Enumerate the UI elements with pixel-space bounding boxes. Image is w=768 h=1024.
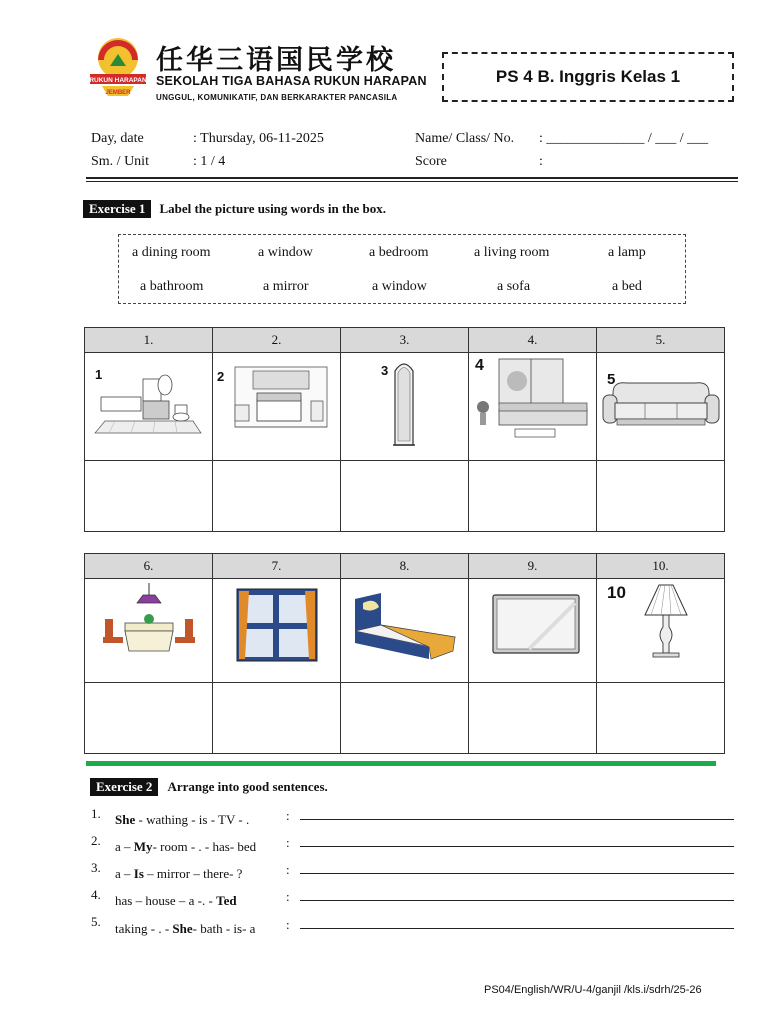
answer-cell[interactable] <box>597 683 725 754</box>
exercise1-heading <box>83 200 386 218</box>
answer-cell[interactable] <box>341 683 469 754</box>
answer-cell[interactable] <box>85 461 213 532</box>
picture-table-2 <box>84 553 725 754</box>
living-room-picture: 4 <box>469 353 596 460</box>
header-divider-thin <box>86 181 738 182</box>
answer-cell[interactable] <box>85 683 213 754</box>
question-text: taking - . - She- bath - is- a <box>115 921 256 936</box>
sofa-picture: 5 <box>597 353 724 460</box>
bedroom-picture: 2 <box>213 353 340 460</box>
picture-table-1 <box>84 327 725 532</box>
exercise1-title: Label the picture using words in the box. <box>159 201 387 216</box>
answer-cell[interactable] <box>469 461 597 532</box>
answer-cell[interactable] <box>469 683 597 754</box>
svg-text:RUKUN HARAPAN: RUKUN HARAPAN <box>89 77 147 84</box>
footer-code: PS04/English/WR/U-4/ganjil /kls.i/sdrh/25-26 <box>484 984 702 996</box>
lamp-picture: 10 <box>597 579 724 682</box>
exercise2-heading <box>90 778 328 796</box>
answer-line[interactable] <box>300 900 734 901</box>
worksheet-title: PS 4 B. Inggris Kelas 1 <box>495 67 681 86</box>
answer-cell[interactable] <box>597 461 725 532</box>
answer-cell[interactable] <box>213 461 341 532</box>
question-colon: : <box>286 808 290 823</box>
word-item: a bed <box>612 279 642 294</box>
answer-cell[interactable] <box>213 683 341 754</box>
name-class-label: Name/ Class/ No. <box>415 131 515 146</box>
question-number: 5. <box>91 914 101 929</box>
window-picture <box>213 579 340 682</box>
question-number: 4. <box>91 887 101 902</box>
item-number: 10. <box>597 554 725 579</box>
question-colon: : <box>286 889 290 904</box>
school-name-chinese: 任华三语国民学校 <box>156 45 396 76</box>
mirror-picture: 3 <box>341 353 468 460</box>
word-box <box>118 234 686 304</box>
question-colon: : <box>286 835 290 850</box>
answer-line[interactable] <box>300 819 734 820</box>
question-number: 1. <box>91 806 101 821</box>
tv-picture <box>469 579 596 682</box>
item-number: 1. <box>85 328 213 353</box>
question-text: a – My- room - . - has- bed <box>115 839 257 854</box>
header-divider <box>86 177 738 179</box>
answer-line[interactable] <box>300 846 734 847</box>
exercise1-label: Exercise 1 <box>83 200 151 218</box>
question-text: has – house – a -. - Ted <box>115 893 237 908</box>
answer-line[interactable] <box>300 873 734 874</box>
bed-picture <box>341 579 468 682</box>
svg-text:JEMBER: JEMBER <box>105 90 131 96</box>
question-colon: : <box>286 862 290 877</box>
word-item: a bathroom <box>140 279 204 294</box>
unit-value: : 1 / 4 <box>193 154 226 169</box>
score-field[interactable]: : <box>539 154 543 169</box>
item-number: 8. <box>341 554 469 579</box>
item-number: 2. <box>213 328 341 353</box>
question-number: 2. <box>91 833 101 848</box>
answer-line[interactable] <box>300 928 734 929</box>
school-name: SEKOLAH TIGA BAHASA RUKUN HARAPAN <box>156 74 427 88</box>
item-number: 7. <box>213 554 341 579</box>
word-item: a sofa <box>497 279 531 294</box>
score-label: Score <box>415 154 447 169</box>
day-date-label: Day, date <box>91 131 144 146</box>
word-item: a dining room <box>132 245 211 260</box>
word-item: a mirror <box>263 279 309 294</box>
section-divider <box>86 761 716 766</box>
exercise2-title: Arrange into good sentences. <box>167 779 328 794</box>
question-text: a – Is – mirror – there- ? <box>115 866 243 881</box>
bathroom-picture: 1 <box>85 353 212 460</box>
question-colon: : <box>286 917 290 932</box>
school-motto: UNGGUL, KOMUNIKATIF, DAN BERKARAKTER PANCASILA <box>156 93 398 102</box>
word-item: a window <box>258 245 313 260</box>
school-logo <box>88 36 148 102</box>
word-item: a lamp <box>608 245 646 260</box>
answer-cell[interactable] <box>341 461 469 532</box>
word-item: a window <box>372 279 427 294</box>
worksheet-title-box <box>442 52 734 102</box>
word-item: a living room <box>474 245 550 260</box>
question-number: 3. <box>91 860 101 875</box>
question-text: She - wathing - is - TV - . <box>115 812 250 827</box>
item-number: 5. <box>597 328 725 353</box>
item-number: 3. <box>341 328 469 353</box>
item-number: 4. <box>469 328 597 353</box>
name-class-field[interactable]: : ______________ / ___ / ___ <box>539 131 709 146</box>
item-number: 9. <box>469 554 597 579</box>
day-date-value: : Thursday, 06-11-2025 <box>193 131 324 146</box>
item-number: 6. <box>85 554 213 579</box>
dining-room-picture <box>85 579 212 682</box>
unit-label: Sm. / Unit <box>91 154 149 169</box>
exercise2-label: Exercise 2 <box>90 778 158 796</box>
word-item: a bedroom <box>369 245 429 260</box>
